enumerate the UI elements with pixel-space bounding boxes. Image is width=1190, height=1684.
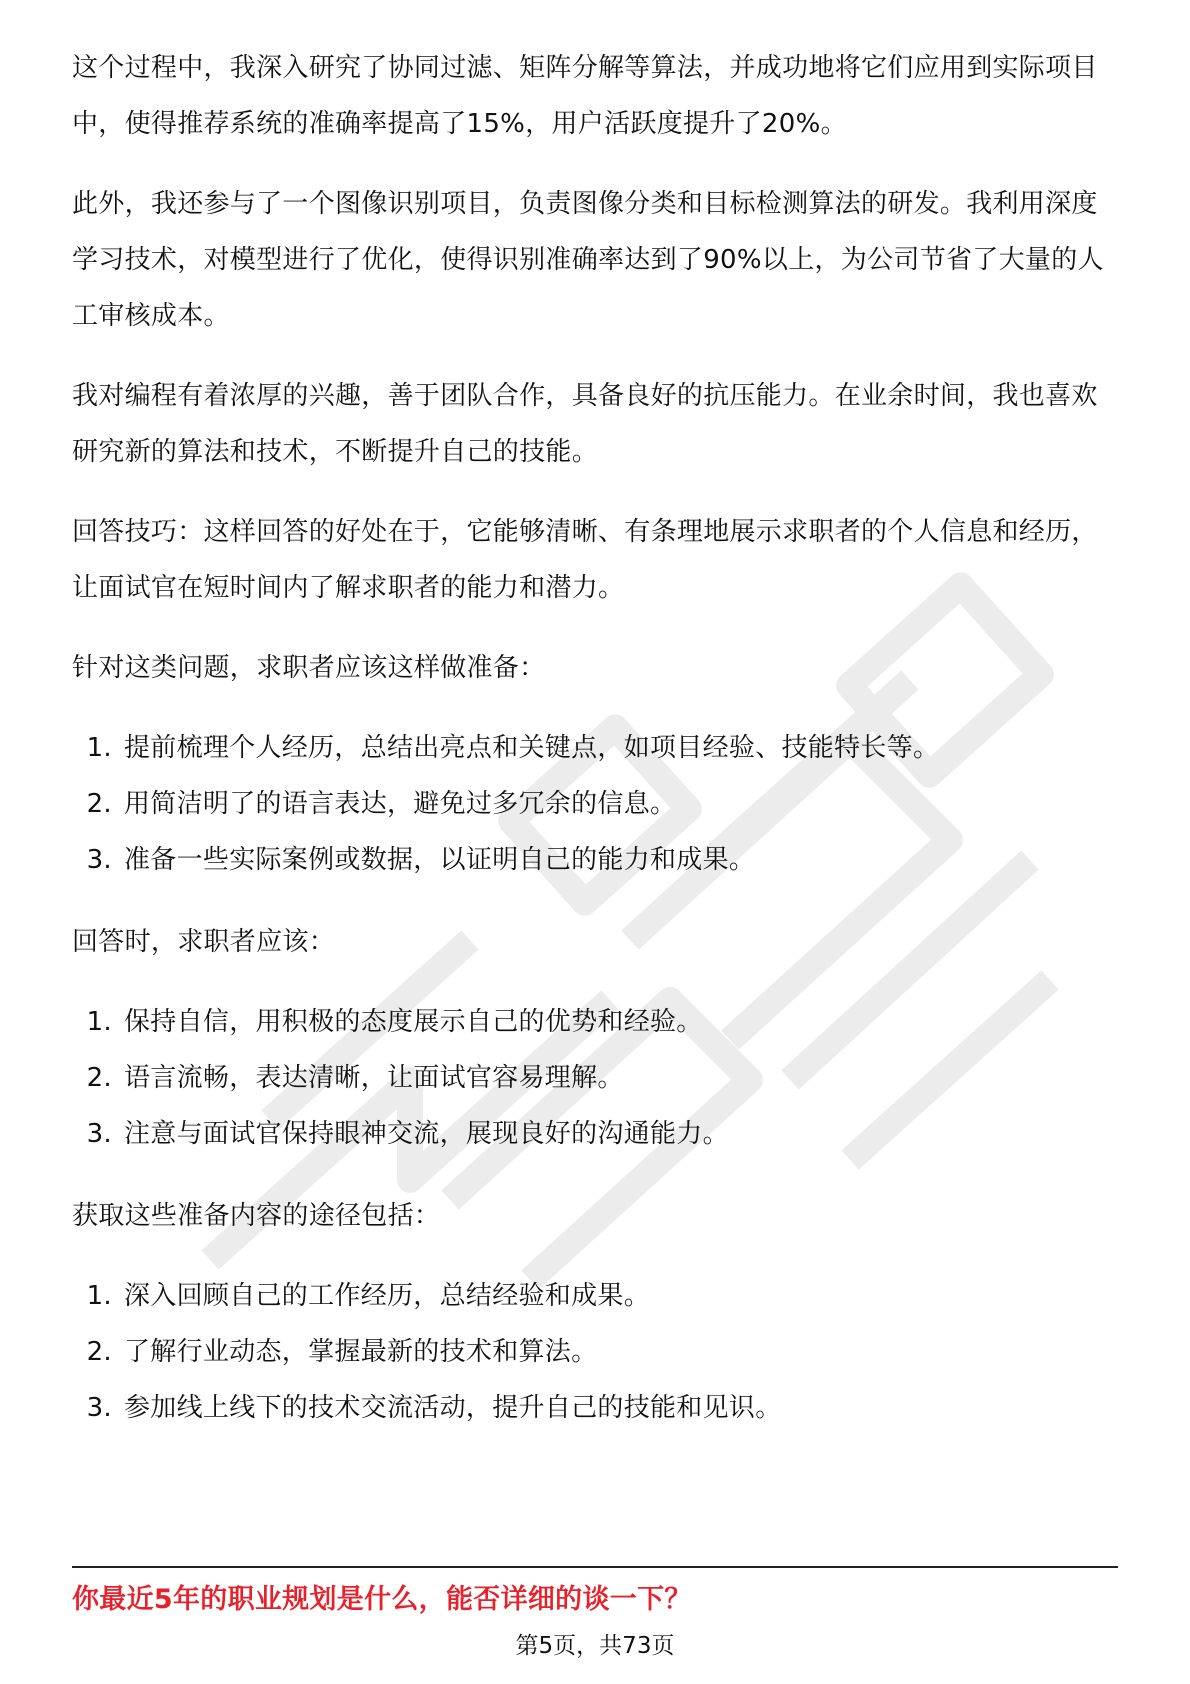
next-question-heading: 你最近5年的职业规划是什么，能否详细的谈一下？ — [72, 1584, 692, 1615]
paragraph-experience: 这个过程中，我深入研究了协同过滤、矩阵分解等算法，并成功地将它们应用到实际项目中，使得推荐系统的准确率提高了15%，用户活跃度提升了20%。 — [72, 53, 1098, 139]
list-number: 1. — [86, 733, 112, 763]
list-item — [72, 1380, 1118, 1436]
section-prepare-intro: 针对这类问题，求职者应该这样做准备： — [72, 653, 546, 683]
document-body — [72, 40, 1118, 1462]
list-text: 了解行业动态，掌握最新的技术和算法。 — [124, 1337, 598, 1367]
list-number: 1. — [86, 1007, 112, 1037]
divider-line — [72, 1566, 1118, 1568]
list-item — [72, 1268, 1118, 1324]
list-item — [72, 1324, 1118, 1380]
list-number: 3. — [86, 845, 112, 875]
list-text: 提前梳理个人经历，总结出亮点和关键点，如项目经验、技能特长等。 — [124, 733, 940, 763]
list-text: 保持自信，用积极的态度展示自己的优势和经验。 — [124, 1007, 703, 1037]
list-item — [72, 832, 1118, 888]
list-item — [72, 776, 1118, 832]
list-text: 注意与面试官保持眼神交流，展现良好的沟通能力。 — [124, 1119, 729, 1149]
list-text: 语言流畅，表达清晰，让面试官容易理解。 — [124, 1063, 624, 1093]
list-item — [72, 720, 1118, 776]
list-text: 用简洁明了的语言表达，避免过多冗余的信息。 — [124, 789, 677, 819]
paragraph-image-recognition: 此外，我还参与了一个图像识别项目，负责图像分类和目标检测算法的研发。我利用深度学习技术，对模型进行了优化，使得识别准确率达到了90%以上，为公司节省了大量的人工审核成本。 — [72, 189, 1104, 331]
list-text: 准备一些实际案例或数据，以证明自己的能力和成果。 — [124, 845, 756, 875]
list-number: 2. — [86, 789, 112, 819]
section-sources-intro: 获取这些准备内容的途径包括： — [72, 1201, 441, 1231]
list-number: 3. — [86, 1393, 112, 1423]
answer-list — [72, 994, 1118, 1162]
list-number: 2. — [86, 1063, 112, 1093]
prepare-list — [72, 720, 1118, 888]
list-number: 2. — [86, 1337, 112, 1367]
list-number: 3. — [86, 1119, 112, 1149]
list-item — [72, 1050, 1118, 1106]
list-text: 参加线上线下的技术交流活动，提升自己的技能和见识。 — [124, 1393, 782, 1423]
list-number: 1. — [86, 1281, 112, 1311]
section-answer-intro: 回答时，求职者应该： — [72, 927, 336, 957]
list-item — [72, 994, 1118, 1050]
list-item — [72, 1106, 1118, 1162]
paragraph-answer-tips: 回答技巧：这样回答的好处在于，它能够清晰、有条理地展示求职者的个人信息和经历，让面试官在短时间内了解求职者的能力和潜力。 — [72, 517, 1098, 603]
page-number: 第5页，共73页 — [515, 1633, 675, 1659]
list-text: 深入回顾自己的工作经历，总结经验和成果。 — [124, 1281, 651, 1311]
sources-list — [72, 1268, 1118, 1436]
paragraph-interests: 我对编程有着浓厚的兴趣，善于团队合作，具备良好的抗压能力。在业余时间，我也喜欢研究新的算法和技术，不断提升自己的技能。 — [72, 381, 1098, 467]
